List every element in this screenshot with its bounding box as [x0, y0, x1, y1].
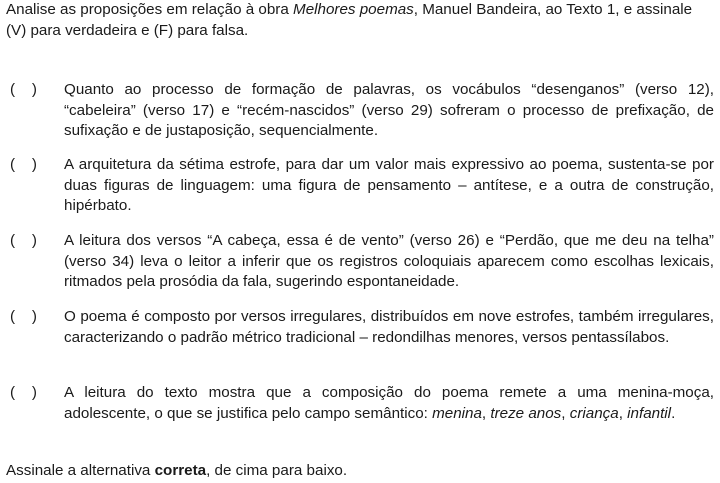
intro-text-start: Analise as proposições em relação à obra: [6, 1, 294, 18]
answer-box-3[interactable]: ( ): [10, 232, 37, 249]
answer-box-5[interactable]: ( ): [10, 384, 37, 401]
proposition-4: [6, 307, 714, 348]
proposition-4-text: O poema é composto por versos irregulares, distribuídos em nove estrofes, também irregulares, caracterizando o padrão métrico tradicional – redondilhas menores, versos pentassílabos.: [64, 308, 714, 346]
term-separator: ,: [481, 404, 491, 422]
instruction-start: Assinale a alternativa: [6, 462, 155, 479]
work-title: Melhores poemas: [293, 1, 414, 18]
proposition-1-text: Quanto ao processo de formação de palavras, os vocábulos “desenganos” (verso 12), “cabeleira” (verso 17) e “recém-nascidos” (verso 29) sofreram o processo de prefixação, de sufixação e de justaposição, sequencialmente.: [64, 81, 714, 139]
instruction-end: , de cima para baixo.: [206, 462, 348, 479]
term-separator: ,: [618, 404, 628, 422]
proposition-2-text: A arquitetura da sétima estrofe, para dar um valor mais expressivo ao poema, sustenta-se por duas figuras de linguagem: uma figura de pensamento – antítese, e a outra de construção, hipérbato.: [64, 156, 714, 214]
semantic-term: menina: [432, 404, 482, 422]
proposition-1: [6, 80, 714, 142]
answer-box-4[interactable]: ( ): [10, 308, 37, 325]
term-separator: ,: [561, 404, 570, 422]
question-intro: [6, 0, 714, 41]
proposition-5: [6, 383, 714, 424]
semantic-term: infantil: [627, 404, 672, 422]
intro-text-end: , Manuel Bandeira, ao Texto 1, e assinale (V) para verdadeira e (F) para falsa.: [6, 1, 693, 39]
proposition-3-text: A leitura dos versos “A cabeça, essa é de vento” (verso 26) e “Perdão, que me deu na telha” (verso 34) leva o leitor a inferir que os registros coloquiais aparecem como escolhas lexicais, ritmados pela prosódia da fala, sugerindo espontaneidade.: [64, 232, 714, 290]
proposition-5-lead: A leitura do texto mostra que a composição do poema remete a uma menina-moça, adolescente, o que se justifica pelo campo semântico:: [64, 384, 714, 422]
proposition-2: [6, 155, 714, 217]
proposition-3: [6, 231, 714, 293]
answer-box-2[interactable]: ( ): [10, 156, 37, 173]
semantic-term: criança: [569, 404, 619, 422]
proposition-5-end: .: [671, 404, 676, 422]
instruction-keyword: correta: [154, 462, 207, 479]
answer-box-1[interactable]: ( ): [10, 81, 37, 98]
semantic-term: treze anos: [490, 404, 562, 422]
proposition-5-text: [64, 383, 714, 424]
question-instruction: [6, 461, 714, 482]
